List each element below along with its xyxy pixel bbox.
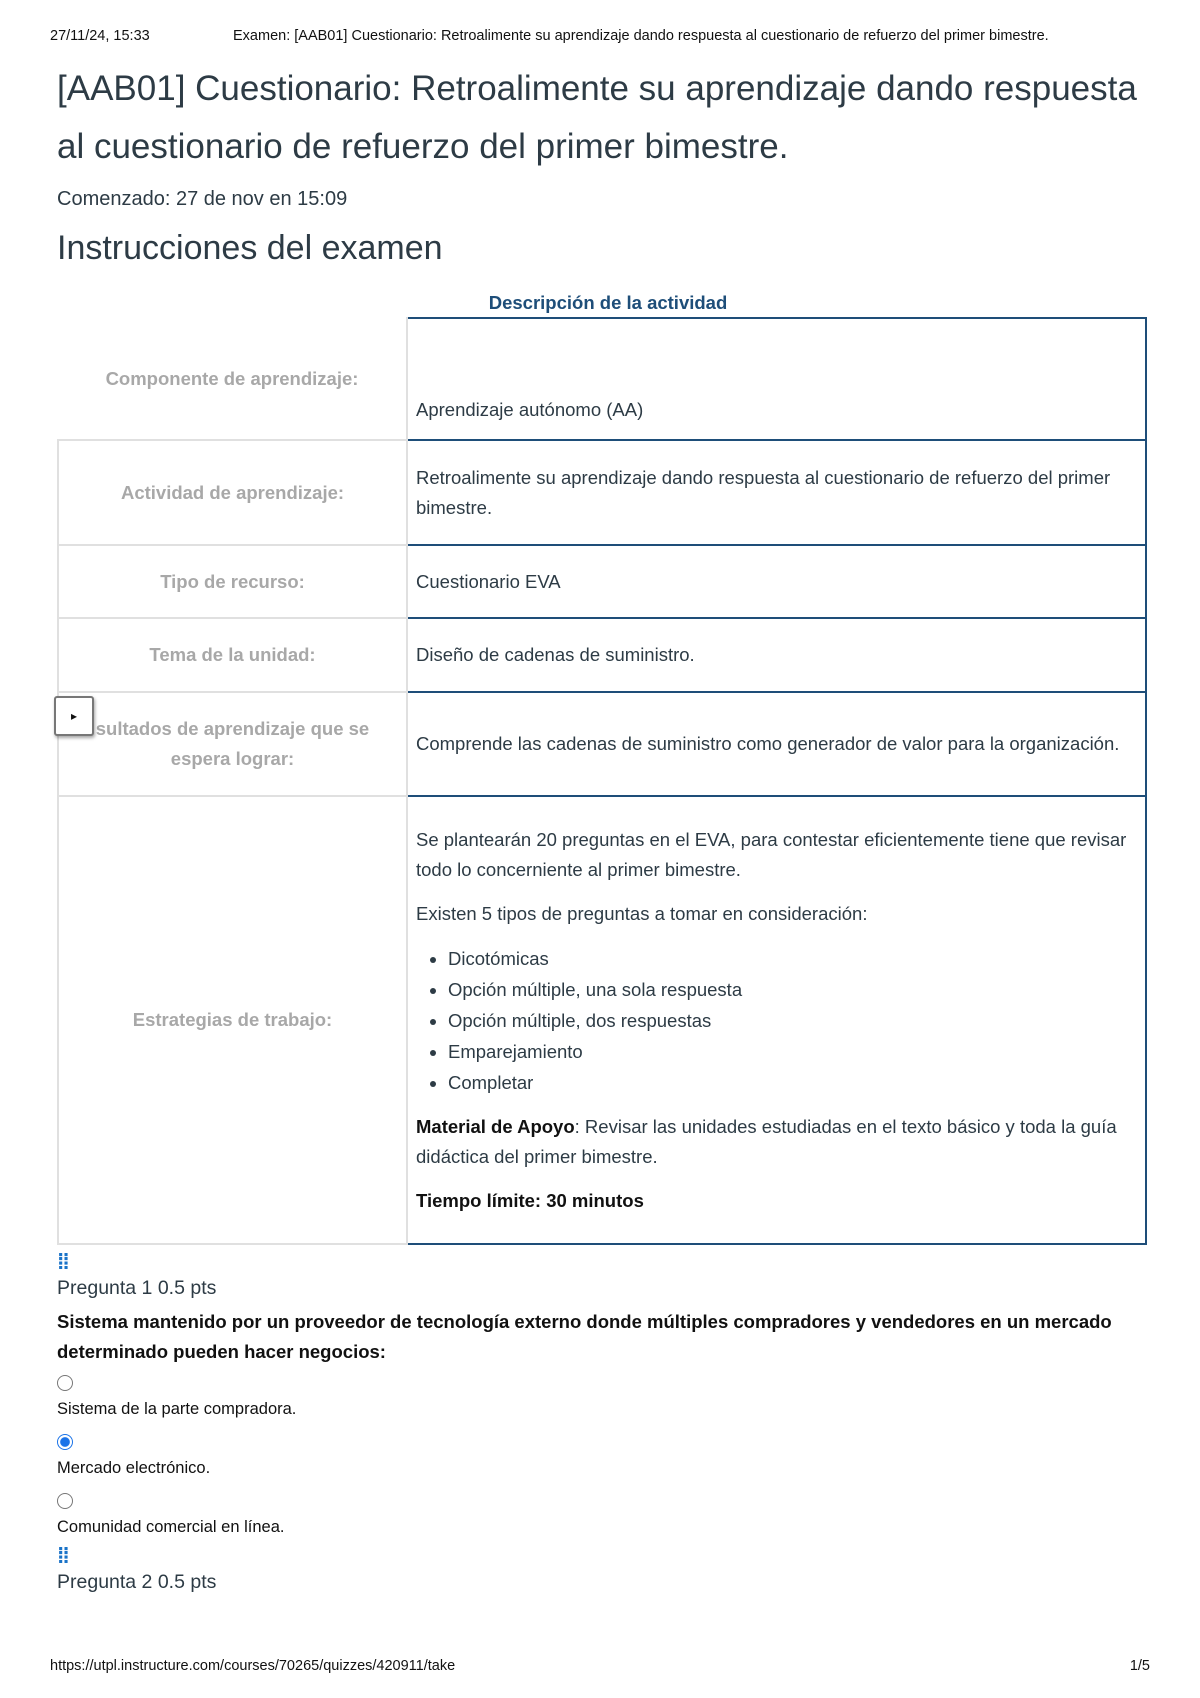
row-label: Componente de aprendizaje: <box>58 318 407 440</box>
row-value: Aprendizaje autónomo (AA) <box>407 318 1146 440</box>
strategies-types-intro: Existen 5 tipos de preguntas a tomar en consideración: <box>416 902 868 924</box>
started-at: Comenzado: 27 de nov en 15:09 <box>57 188 348 210</box>
print-datetime: 27/11/24, 15:33 <box>50 28 150 44</box>
list-item: • Completar <box>448 1067 1137 1098</box>
strategies-intro: Se plantearán 20 preguntas en el EVA, para contestar eficientemente tiene que revisar todo lo concerniente al primer bimestre. <box>416 828 1127 880</box>
table-row <box>58 796 1146 1244</box>
row-label: Tema de la unidad: <box>58 618 407 692</box>
row-label: sultados de aprendizaje que se espera lograr: <box>58 692 407 796</box>
row-value: Comprende las cadenas de suministro como generador de valor para la organización. <box>407 692 1146 796</box>
question-1-header: Pregunta 1 0.5 pts <box>57 1277 217 1299</box>
row-value-strategies <box>407 796 1146 1244</box>
row-value: Diseño de cadenas de suministro. <box>407 618 1146 692</box>
table-row <box>58 318 1146 440</box>
question-1-text: Sistema mantenido por un proveedor de tecnología externo donde múltiples compradores y vendedores en un mercado determinado pueden hacer negocios: <box>57 1311 1112 1362</box>
print-url: https://utpl.instructure.com/courses/70265/quizzes/420911/take <box>50 1658 456 1674</box>
row-value: Cuestionario EVA <box>407 545 1146 618</box>
table-row <box>58 618 1146 692</box>
description-caption: Descripción de la actividad <box>488 292 728 313</box>
list-item: • Emparejamiento <box>448 1036 1137 1067</box>
answer-option[interactable] <box>57 1375 1147 1421</box>
support-material-label: Material de Apoyo <box>416 1115 575 1137</box>
quiz-title: [AAB01] Cuestionario: Retroalimente su aprendizaje dando respuesta al cuestionario de refuerzo del primer bimestre. <box>57 69 1137 166</box>
answer-option[interactable] <box>57 1434 1147 1480</box>
list-item: • Opción múltiple, dos respuestas <box>448 1005 1137 1036</box>
table-row <box>58 440 1146 545</box>
question-types-list <box>416 943 1137 1098</box>
activity-description-table <box>57 317 1147 1245</box>
print-footer <box>50 1658 1150 1680</box>
time-limit: Tiempo límite: 30 minutos <box>416 1189 644 1211</box>
row-label: Estrategias de trabajo: <box>58 796 407 1244</box>
answer-option[interactable] <box>57 1493 1147 1539</box>
drag-handle-icon[interactable]: ⁞⁞ <box>57 1249 68 1274</box>
list-item: • Dicotómicas <box>448 943 1137 974</box>
instructions-heading: Instrucciones del examen <box>57 229 443 267</box>
list-item: • Opción múltiple, una sola respuesta <box>448 974 1137 1005</box>
support-material <box>416 1112 1137 1172</box>
row-value: Retroalimente su aprendizaje dando respuesta al cuestionario de refuerzo del primer bimestre. <box>407 440 1146 545</box>
support-material-text: : Revisar las unidades estudiadas en el texto básico y toda la guía didáctica del primer bimestre. <box>416 1115 1117 1167</box>
print-header <box>50 28 1150 50</box>
print-page-title: Examen: [AAB01] Cuestionario: Retroalimente su aprendizaje dando respuesta al cuestionario de refuerzo del primer bimestre. <box>233 28 1049 44</box>
drag-handle-icon[interactable]: ⁞⁞ <box>57 1543 68 1568</box>
play-arrow-icon: ▸ <box>70 709 78 723</box>
question-2-header: Pregunta 2 0.5 pts <box>57 1571 217 1593</box>
table-row <box>58 545 1146 618</box>
table-row <box>58 692 1146 796</box>
radio-button-selected[interactable] <box>57 1434 73 1450</box>
quiz-content <box>57 60 1147 1595</box>
radio-button[interactable] <box>57 1375 73 1391</box>
row-label: Tipo de recurso: <box>58 545 407 618</box>
row-label: Actividad de aprendizaje: <box>58 440 407 545</box>
print-page-number: 1/5 <box>1129 1658 1150 1674</box>
answer-label[interactable]: Comunidad comercial en línea. <box>57 1518 285 1536</box>
answer-label[interactable]: Sistema de la parte compradora. <box>57 1400 297 1418</box>
answer-label[interactable]: Mercado electrónico. <box>57 1459 211 1477</box>
radio-button[interactable] <box>57 1493 73 1509</box>
expand-toggle-button[interactable] <box>54 696 94 736</box>
